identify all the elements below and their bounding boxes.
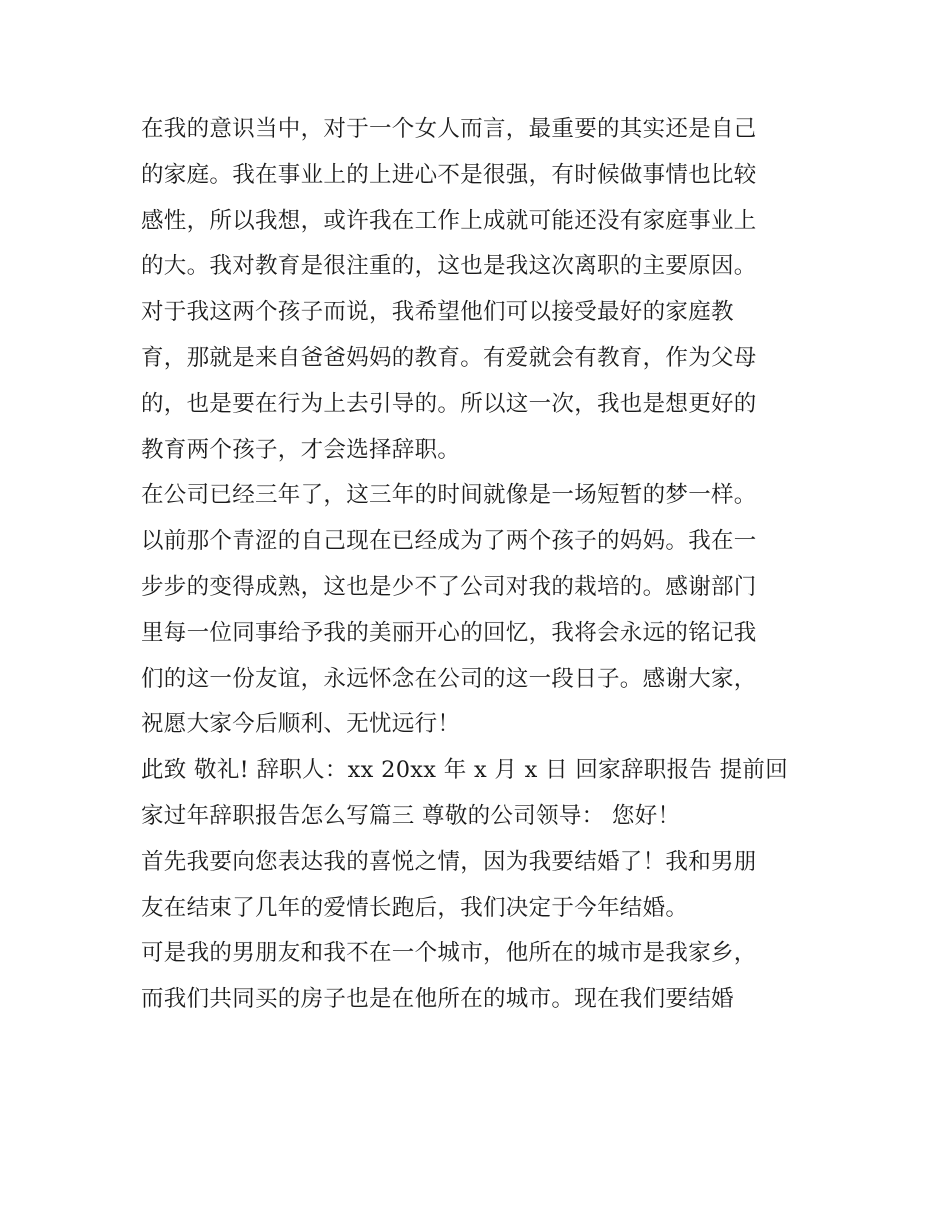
text-line: 育，那就是来自爸爸妈妈的教育。有爱就会有教育，作为父母 <box>141 344 757 371</box>
paragraph-signoff-and-heading <box>141 748 821 840</box>
text-line: 对于我这两个孩子而说，我希望他们可以接受最好的家庭教 <box>141 299 734 326</box>
text-line: 步步的变得成熟，这也是少不了公司对我的栽培的。感谢部门 <box>141 573 757 600</box>
paragraph-marriage-news <box>141 840 821 932</box>
text-line: 感性，所以我想，或许我在工作上成就可能还没有家庭事业上 <box>141 207 757 234</box>
text-line: 的大。我对教育是很注重的，这也是我这次离职的主要原因。 <box>141 253 757 280</box>
text-line: 而我们共同买的房子也是在他所在的城市。现在我们要结婚 <box>141 986 734 1013</box>
text-line: 家过年辞职报告怎么写篇三 尊敬的公司领导： 您好！ <box>141 802 681 829</box>
text-line: 的家庭。我在事业上的上进心不是很强，有时候做事情也比较 <box>141 161 757 188</box>
text-line: 们的这一份友谊，永远怀念在公司的这一段日子。感谢大家， <box>141 665 757 692</box>
text-line: 的，也是要在行为上去引导的。所以这一次，我也是想更好的 <box>141 390 757 417</box>
text-line: 以前那个青涩的自己现在已经成为了两个孩子的妈妈。我在一 <box>141 528 757 555</box>
paragraph-children-education <box>141 290 821 473</box>
paragraph-gratitude <box>141 473 821 748</box>
text-line: 教育两个孩子，才会选择辞职。 <box>141 436 461 463</box>
text-line: 可是我的男朋友和我不在一个城市，他所在的城市是我家乡， <box>141 940 757 967</box>
paragraph-relocation <box>141 931 821 1023</box>
document-body <box>141 107 821 1023</box>
text-line: 在我的意识当中，对于一个女人而言，最重要的其实还是自己 <box>141 116 757 142</box>
paragraph-family <box>141 107 821 290</box>
text-line: 此致 敬礼! 辞职人：xx 20xx 年 x 月 x 日 回家辞职报告 提前回 <box>141 757 789 784</box>
text-line: 首先我要向您表达我的喜悦之情，因为我要结婚了！我和男朋 <box>141 848 757 875</box>
text-line: 在公司已经三年了，这三年的时间就像是一场短暂的梦一样。 <box>141 482 757 509</box>
text-line: 友在结束了几年的爱情长跑后，我们决定于今年结婚。 <box>141 894 689 921</box>
text-line: 里每一位同事给予我的美丽开心的回忆，我将会永远的铭记我 <box>141 619 757 646</box>
text-line: 祝愿大家今后顺利、无忧远行！ <box>141 711 461 738</box>
